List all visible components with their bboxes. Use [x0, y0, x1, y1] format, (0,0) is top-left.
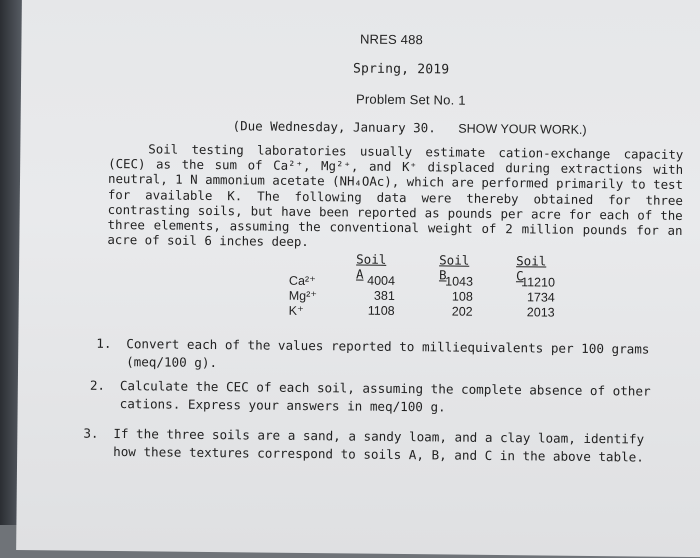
document-page [16, 0, 700, 557]
term-label: Spring, 2019 [352, 61, 450, 78]
intro-paragraph: Soil testing laboratories usually estimate cation-exchange capacity (CEC) as the sum of Ca²⁺, Mg²⁺, and K⁺ displaced during extractions with neutral, 1 N ammonium acetate (NH₄OAc), which are performed primarily to test for available K. The following data were thereby obtained for three contrasting soils, but have been reported as pounds per acre for each of the three elements, assuming the conventional weight of 2 million pounds for an acre of soil 6 inches deep. [107, 141, 684, 250]
cell-mg-soil-a: 381 [373, 288, 395, 303]
due-line [233, 118, 587, 137]
row-label-ca: Ca²⁺ [288, 273, 316, 289]
course-title: NRES 488 [359, 31, 424, 48]
question-text: Convert each of the values reported to milliequivalents per 100 grams (meq/100 g). [126, 336, 650, 371]
question-text: Calculate the CEC of each soil, assuming the complete absence of other cations. Express your answers in meq/100 g. [119, 378, 651, 415]
column-header-soil-a: Soil A [355, 251, 387, 282]
cell-mg-soil-c: 1734 [526, 290, 555, 305]
cell-ca-soil-c: 11210 [521, 275, 556, 290]
question-number: 2. [89, 377, 106, 393]
show-work-note: SHOW YOUR WORK.) [458, 121, 587, 137]
question-number: 3. [83, 425, 99, 441]
cell-k-soil-c: 2013 [526, 305, 555, 320]
cell-mg-soil-b: 108 [451, 289, 473, 304]
problem-set-title: Problem Set No. 1 [355, 91, 466, 108]
cell-k-soil-b: 202 [451, 304, 473, 319]
column-header-soil-c: Soil C [515, 253, 547, 284]
row-label-k: K⁺ [288, 303, 304, 318]
row-label-mg: Mg²⁺ [288, 288, 318, 304]
cell-ca-soil-b: 1043 [445, 274, 474, 289]
cell-ca-soil-a: 4004 [367, 273, 396, 288]
cell-k-soil-a: 1108 [367, 303, 395, 318]
column-header-soil-b: Soil B [438, 252, 470, 283]
question-number: 1. [96, 335, 112, 351]
question-text: If the three soils are a sand, a sandy loam, and a clay loam, identify how these textures correspond to soils A, B, and C in the above table. [113, 425, 645, 465]
due-date: (Due Wednesday, January 30. [232, 118, 436, 136]
